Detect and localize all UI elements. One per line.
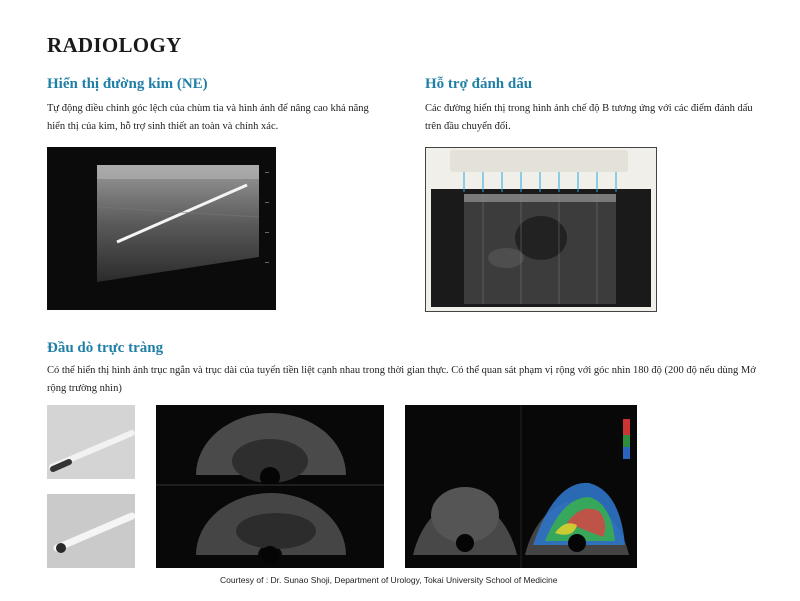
needle-section-text: Tự động điều chỉnh góc lệch của chùm tia và hình ảnh để nâng cao khả năng hiển thị của kim, hỗ trợ sinh thiết an toàn và chính xác. bbox=[47, 103, 369, 132]
prostate-elastography-image bbox=[405, 405, 637, 568]
image-credit: Courtesy of : Dr. Sunao Shoji, Department of Urology, Tokai University School of Medicine bbox=[220, 575, 558, 585]
rectal-section-title: Đầu dò trực tràng bbox=[47, 340, 164, 356]
marker-section-text: Các đường hiển thị trong hình ảnh chế độ B tương ứng với các điểm đánh dấu trên đầu chuyển đổi. bbox=[425, 103, 753, 132]
marker-ultrasound-image bbox=[425, 147, 657, 312]
probe-photo-top bbox=[47, 405, 135, 479]
page-title: RADIOLOGY bbox=[47, 33, 182, 57]
needle-section-title: Hiển thị đường kim (NE) bbox=[47, 76, 208, 92]
marker-section-title: Hỗ trợ đánh dấu bbox=[425, 76, 533, 92]
probe-photo-bottom bbox=[47, 494, 135, 568]
prostate-dual-ultrasound-image bbox=[156, 405, 384, 568]
needle-ultrasound-image bbox=[47, 147, 276, 310]
rectal-section-text: Có thể hiển thị hình ảnh trục ngắn và trục dài của tuyến tiền liệt cạnh nhau trong thời gian thực. Có thể quan sát phạm vị rộng với góc nhìn 180 độ (200 độ nếu dùng Mở rộng trường nhìn) bbox=[47, 365, 756, 394]
